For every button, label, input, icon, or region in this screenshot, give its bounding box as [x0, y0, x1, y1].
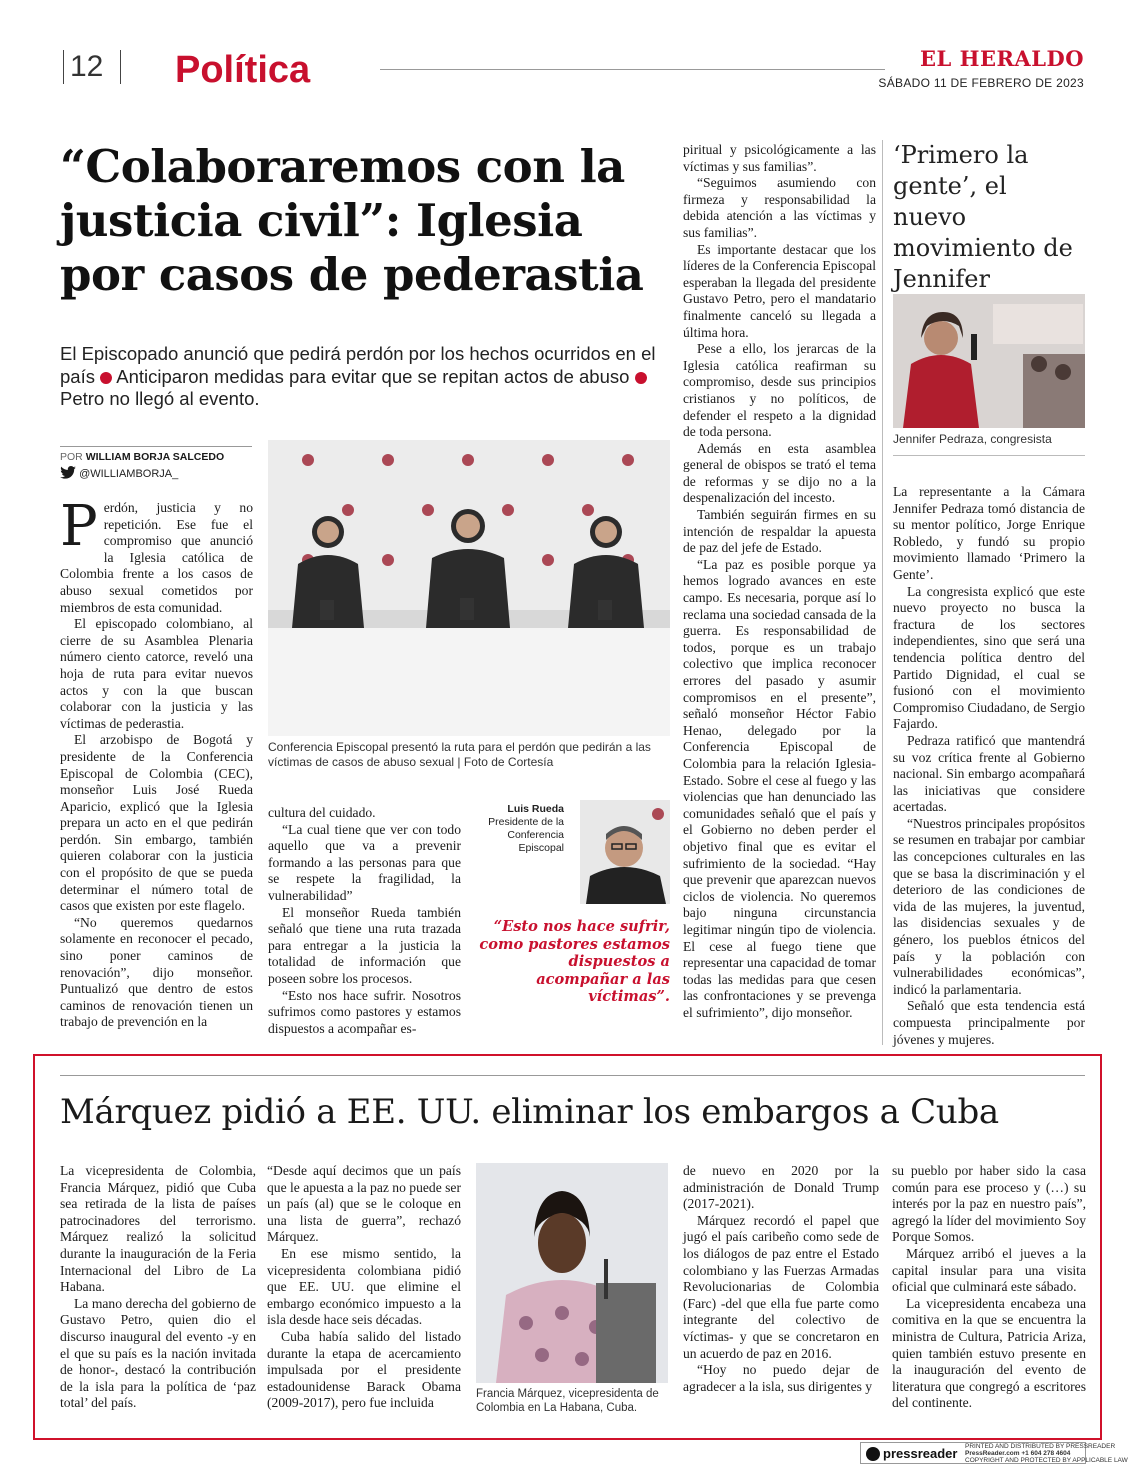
paragraph: En ese mismo sentido, la vicepresidenta colombiana pidió que EE. UU. que elimine el embargo económico impuesto a la isla desde hace seis décadas. [267, 1245, 461, 1328]
paragraph: Pedraza ratificó que mantendrá su voz crítica frente al Gobierno nacional. Sin embargo acompañará las iniciativas que considere acertadas. [893, 732, 1085, 815]
bullet-dot [635, 372, 647, 384]
side-photo-caption: Jennifer Pedraza, congresista [893, 432, 1052, 446]
brand-logo: EL HERALDO [920, 46, 1084, 71]
page-header [0, 0, 1124, 100]
paragraph: Márquez arribó el jueves a la capital insular para una visita oficial que culminará este sábado. [892, 1245, 1086, 1295]
paragraph: “Seguimos asumiendo con firmeza y responsabilidad la debida atención a las víctimas y sus familias”. [683, 175, 876, 240]
header-divider-left [63, 50, 64, 84]
paragraph: de nuevo en 2020 por la administración de Donald Trump (2017-2021). [683, 1163, 879, 1212]
twitter-handle[interactable]: @WILLIAMBORJA_ [79, 468, 179, 480]
pressreader-logo-icon [866, 1447, 880, 1461]
deck-item-1: El Episcopado anunció que pedirá perdón por los hechos ocurridos en el país [60, 343, 656, 387]
twitter-icon [60, 466, 76, 483]
byline [60, 451, 224, 463]
column-divider [882, 140, 883, 1045]
bishops-press-conference-image [268, 440, 670, 736]
luis-rueda-portrait-image [580, 800, 670, 904]
section-title: Política [175, 49, 311, 91]
main-photo [268, 440, 670, 736]
paragraph: “No queremos quedarnos solamente en reconocer el pecado, sino poner caminos de renovación”, dijo monseñor. Puntualizó que dentro de estos caminos de renovación tienen un trabajo de prevención en la [60, 914, 253, 1030]
main-photo-caption: Conferencia Episcopal presentó la ruta para el perdón que pedirán a las víctimas de casos de abuso sexual | Foto de Cortesía [268, 740, 651, 769]
paragraph: El arzobispo de Bogotá y presidente de la Conferencia Episcopal de Colombia (CEC), monseñor Luis José Rueda Aparicio, explicó que la Iglesia prepara un acto en el que pedirán perdón. Sin embargo, también quieren colaborar con la justicia con el propósito de que se pueda determinar el número total de casos que existen por este flagelo. [60, 732, 253, 914]
paragraph: También seguirán firmes en su intención de respaldar la apuesta de paz del jefe de Estado. [683, 507, 876, 556]
bottom-col-1 [60, 1163, 256, 1412]
main-headline: “Colaboraremos con la justicia civil”: Iglesia por casos de pederastia [60, 140, 644, 301]
byline-rule [60, 446, 252, 447]
deck-item-2: Anticiparon medidas para evitar que se repitan actos de abuso [116, 365, 630, 387]
bottom-photo [476, 1163, 668, 1383]
paragraph: “Esto nos hace sufrir. Nosotros sufrimos como pastores y estamos dispuestos a acompañar es- [268, 987, 461, 1036]
fineprint-line-3: COPYRIGHT AND PROTECTED BY APPLICABLE LAW [965, 1456, 1128, 1464]
pressreader-fineprint [965, 1443, 1128, 1464]
page-number: 12 [70, 50, 104, 83]
paragraph [60, 494, 253, 616]
pullquote: “Esto nos hace sufrir, como pastores estamos dispuestos a acompañar a las víctimas”. [479, 918, 670, 1006]
paragraph: El monseñor Rueda también señaló que tiene una ruta trazada para entregar a la justicia la totalidad de información que poseen sobre los procesos. [268, 904, 461, 986]
byline-name: WILLIAM BORJA SALCEDO [85, 451, 225, 463]
inset-caption [470, 803, 564, 855]
paragraph: “La cual tiene que ver con todo aquello que va a prevenir formando a las personas para que se respete la fragilidad, la vulnerabilidad” [268, 821, 461, 903]
paragraph: La vicepresidenta encabeza una comitiva en la que se encuentra la ministra de Cultura, Patricia Ariza, quien también estuvo presente en la inauguración del evento de literatura que congregó a escritores del continente. [892, 1295, 1086, 1411]
paragraph: Señaló que esta tendencia está compuesta principalmente por jóvenes y mujeres. [893, 998, 1085, 1047]
header-rule [380, 69, 705, 70]
paragraph: “Hoy no puedo dejar de agradecer a la isla, sus dirigentes y [683, 1362, 879, 1394]
side-caption-rule [893, 455, 1085, 456]
bottom-top-rule [60, 1075, 1085, 1076]
side-body [893, 484, 1085, 1048]
header-divider-right [120, 50, 121, 84]
bottom-photo-caption: Francia Márquez, vicepresidenta de Colombia en La Habana, Cuba. [476, 1388, 659, 1414]
bullet-dot [100, 372, 112, 384]
bottom-col-4 [892, 1163, 1086, 1412]
paragraph: piritual y psicológicamente a las víctimas y sus familias”. [683, 142, 876, 174]
inset-title: Presidente de la Conferencia Episcopal [488, 816, 564, 854]
paragraph: Márquez recordó el papel que jugó el país caribeño como sede de los diálogos de paz entre el Estado colombiano y las Fuerzas Armadas Revolucionarias de Colombia (Farc) -del que ella fue parte como integrante del colectivo de víctimas- y que se concretaron en un acuerdo de paz en 2016. [683, 1212, 879, 1361]
deck-item-3: Petro no llegó al evento. [60, 388, 260, 409]
main-col-1 [60, 494, 253, 1031]
paragraph: cultura del cuidado. [268, 805, 376, 820]
fineprint-line-1: PRINTED AND DISTRIBUTED BY PRESSREADER [965, 1443, 1116, 1450]
main-col-3 [683, 142, 876, 1021]
main-deck [60, 343, 670, 411]
paragraph: El episcopado colombiano, al cierre de su Asamblea Plenaria número ciento catorce, reveló una hoja de ruta para evitar nuevos actos y con la que buscan colaborar con la justicia y las víctimas de pederastia. [60, 616, 253, 731]
paragraph: Pese a ello, los jerarcas de la Iglesia católica reafirman su compromiso, desde sus principios cristianos y no políticos, de defender el respeto a la dignidad de toda persona. [683, 341, 876, 440]
paragraph: La representante a la Cámara Jennifer Pedraza tomó distancia de su mentor político, Jorge Enrique Robledo, y fundó su propio movimiento llamado ‘Primero la Gente’. [893, 484, 1085, 582]
francia-marquez-speaking-image [476, 1163, 668, 1383]
paragraph: Cuba había salido del listado durante la etapa de acercamiento impulsada por el presidente estadounidense Barack Obama (2009-2017), pero fue incluida [267, 1328, 461, 1411]
issue-date: SÁBADO 11 DE FEBRERO DE 2023 [878, 76, 1084, 90]
paragraph: La mano derecha del gobierno de Gustavo Petro, quien dio el discurso inaugural del evento -y en el que su país es la nación invitada de honor-, destacó la contribución de la isla para la política de ‘paz total’ del país. [60, 1295, 256, 1411]
fineprint-line-2: PressReader.com +1 604 278 4604 [965, 1449, 1071, 1457]
side-headline: ‘Primero la gente’, el nuevo movimiento de Jennifer [893, 141, 1073, 293]
paragraph: su pueblo por haber sido la casa común para ese proceso y (…) su interés por la paz en nuestro país”, agregó la líder del movimiento Soy Porque Somos. [892, 1163, 1086, 1245]
paragraph: La vicepresidenta de Colombia, Francia Márquez, pidió que Cuba sea retirada de la lista de países patrocinadores del terrorismo. Márquez realizó la solicitud durante la inauguración de la Feria Internacional del Libro de La Habana. [60, 1163, 256, 1295]
paragraph: “La paz es posible porque ya hemos logrado avances en este campo. Es necesaria, porque así lo reclama una sociedad cansada de la guerra. Es responsabilidad de todos, porque es un trabajo colectivo que implica reconocer errores del pasado y asumir compromisos en el presente”, señaló monseñor Héctor Fabio Henao, delegado por la Conferencia Episcopal de Colombia para la relación Iglesia-Estado. Sobre el cese al fuego y las violencias que han denunciado las comunidades señaló que el país y el Gobierno no deben perder el objetivo final que es evitar el sufrimiento de la sociedad. “Hay que prevenir que aparezcan nuevos ciclos de violencia. No queremos bajo ninguna circunstancia legitimar ningún tipo de violencia. El cese al fuego tiene que representar una capacidad de tomar todas las medidas para que cesen las confrontaciones y se prevenga el sufrimiento”, dijo monseñor. [683, 556, 876, 1020]
main-col-2 [268, 805, 461, 1037]
inset-name: Luis Rueda [507, 803, 564, 815]
jennifer-pedraza-speaking-image [893, 294, 1085, 428]
paragraph: Además en esta asamblea general de obispos se trató el tema de reformas y se dijo no a la despenalización del incesto. [683, 440, 876, 506]
bottom-headline: Márquez pidió a EE. UU. eliminar los embargos a Cuba [60, 1092, 999, 1132]
twitter-line [60, 466, 178, 483]
paragraph-text: erdón, justicia y no repetición. Ese fue el compromiso que anunció la Iglesia católica de Colombia frente a los casos de abuso sexual cometidos por miembros de esta comunidad. [60, 500, 253, 615]
paragraph: Es importante destacar que los líderes de la Conferencia Episcopal esperaban la llegada del presidente Gustavo Petro, pero el mandatario finalmente canceló su llegada a última hora. [683, 241, 876, 340]
byline-prefix: POR [60, 451, 83, 463]
inset-photo [580, 800, 670, 904]
paragraph: “Desde aquí decimos que un país que le apuesta a la paz no puede ser un país (al) que se le coloque en una lista de guerra”, rechazó Márquez. [267, 1163, 461, 1245]
header-rule-2 [705, 69, 885, 70]
pressreader-badge[interactable] [860, 1442, 1128, 1464]
bottom-col-2 [267, 1163, 461, 1412]
drop-cap: P [60, 494, 98, 559]
paragraph: “Nuestros principales propósitos se resumen en trabajar por cambiar las concepciones culturales en las que se basa la discriminación y el deterioro de las condiciones de vida de las mujeres, la juventud, las disidencias sexuales y de género, los pueblos étnicos del país y la población con vulnerabilidades económicas”, indicó la parlamentaria. [893, 815, 1085, 997]
paragraph: La congresista explicó que este nuevo proyecto no busca la fractura de los sectores independientes, sino que será una tendencia política dentro del Partido Dignidad, el cual se fusionó con el movimiento Compromiso Ciudadano, de Sergio Fajardo. [893, 583, 1085, 732]
pressreader-logo-text: pressreader [883, 1446, 958, 1461]
bottom-col-3 [683, 1163, 879, 1395]
side-photo [893, 294, 1085, 428]
